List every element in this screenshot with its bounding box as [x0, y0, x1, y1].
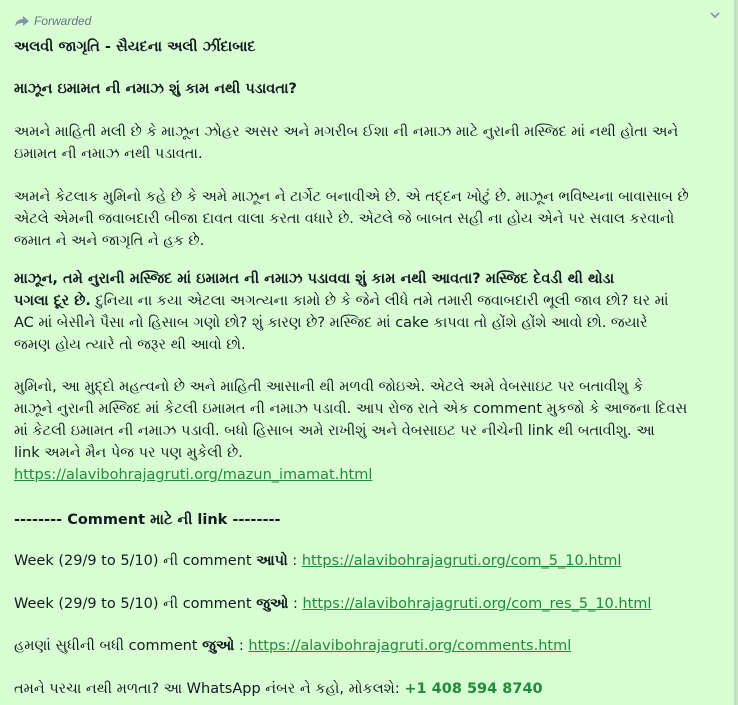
paragraph-3-line-3: AC માં બેસીને પૈસા નો હિસાબ ગણો છો? શું કારણ છે? મસ્જિદ માં cake કાપવા તો હોંશે હોંશે આવો છો. જયારે [14, 315, 648, 331]
paragraph-3-line-4: જમણ હોય ત્યારે તો જરૂર થી આવો છો. [14, 337, 246, 353]
paragraph-2-line-3: જમાત ને અને જાગૃતિ ને હક છે. [14, 233, 205, 249]
paragraph-4-line-3: માં કેટલી ઇમામત ની નમાઝ પડાવી. બધો હિસાબ અમે રાખીશું અને વેબસાઇટ પર નીચેની link થી બતાવીશુ. આ [14, 423, 655, 439]
forwarded-label: Forwarded [34, 14, 92, 28]
message-title: અલવી જાગૃતિ - સૈયદના અલી ઝીંદાબાદ [14, 39, 256, 55]
message-heading: માઝૂન ઇમામત ની નમાઝ શું કામ નથી પડાવતા? [14, 81, 297, 97]
contact-line [14, 678, 543, 700]
paragraph-4-line-1: મુમિનો, આ મુદ્દો મહત્વનો છે અને માહિતી આસાની થી મળવી જોઇએ. એટલે અમે વેબસાઇટ પર બતાવીશુ કે [14, 379, 644, 395]
week-give-sep: : [287, 553, 302, 569]
forwarded-arrow-icon [14, 15, 30, 27]
week-see-comment-line [14, 593, 651, 615]
paragraph-3-bold-part: પગલા દૂર છે. [14, 293, 91, 309]
contact-prefix: તમને પરચા નથી મળતા? આ WhatsApp નંબર ને કહો, મોકલશે: [14, 681, 405, 697]
message-menu-chevron-icon[interactable] [706, 6, 724, 24]
paragraph-3-rest: દુનિયા ના કયા એટલા અગત્યના કામો છે કે જેને લીધે તમે તમારી જવાબદારી ભૂલી જાવ છો? ઘર માં [90, 293, 669, 309]
week-see-bold: જુઓ [256, 596, 289, 612]
imamat-link[interactable]: https://alavibohrajagruti.org/mazun_imamat.html [14, 467, 373, 483]
paragraph-3-line-2 [14, 290, 668, 312]
paragraph-2-line-1: અમને કેટલાક મુમિનો કહે છે કે અમે માઝૂન ને ટાર્ગેટ બનાવીએ છે. એ તદ્દન ખોટું છે. માઝૂન ભવિષ્યના બાવાસાબ છે [14, 189, 689, 205]
week-give-bold: આપો [256, 553, 288, 569]
week-give-comment-link[interactable]: https://alavibohrajagruti.org/com_5_10.html [301, 553, 622, 569]
week-give-comment-line [14, 550, 621, 572]
week-see-prefix: Week (29/9 to 5/10) ની comment [14, 596, 257, 612]
paragraph-3-line-1: માઝૂન, તમે નુરાની મસ્જિદ માં ઇમામત ની નમાઝ પડાવવા શું કામ નથી આવતા? મસ્જિદ દેવડી થી થોડા [14, 271, 615, 287]
paragraph-2-line-2: એટલે એમની જવાબદારી બીજા દાવત વાલા કરતા વધારે છે. એટલે જે બાબત સહી ના હોય એને પર સવાલ કરવાનો [14, 211, 675, 227]
paragraph-1-line-2: ઇમામત ની નમાઝ નથી પડાવતા. [14, 146, 203, 162]
all-comments-bold: જુઓ [202, 638, 235, 654]
paragraph-4-line-2: માઝૂને નુરાની મસ્જિદ માં કેટલી ઇમામત ની નમાઝ પડાવી. આપ રોજ રાતે એક comment મુકજો કે આજના દિવસ [14, 401, 688, 417]
week-see-sep: : [288, 596, 303, 612]
whatsapp-phone-number[interactable]: +1 408 594 8740 [404, 681, 543, 697]
all-comments-prefix: હમણાં સુધીની બધી comment [14, 638, 203, 654]
all-comments-link[interactable]: https://alavibohrajagruti.org/comments.html [248, 638, 572, 654]
all-comments-line [14, 635, 571, 657]
paragraph-1-line-1: અમને માહિતી મલી છે કે માઝૂન ઝોહર અસર અને મગરીબ ઈશા ની નમાઝ માટે નુરાની મસ્જિદ માં નથી હોતા અને [14, 124, 679, 140]
forwarded-indicator [14, 14, 91, 28]
comment-links-heading: -------- Comment માટે ની link -------- [14, 512, 281, 528]
paragraph-4-line-4: link અમને મૈન પેજ પર પણ મુકેલી છે. [14, 445, 243, 461]
week-see-comment-link[interactable]: https://alavibohrajagruti.org/com_res_5_10.html [302, 596, 652, 612]
all-comments-sep: : [234, 638, 249, 654]
week-give-prefix: Week (29/9 to 5/10) ની comment [14, 553, 257, 569]
imamat-link-line [14, 464, 372, 486]
